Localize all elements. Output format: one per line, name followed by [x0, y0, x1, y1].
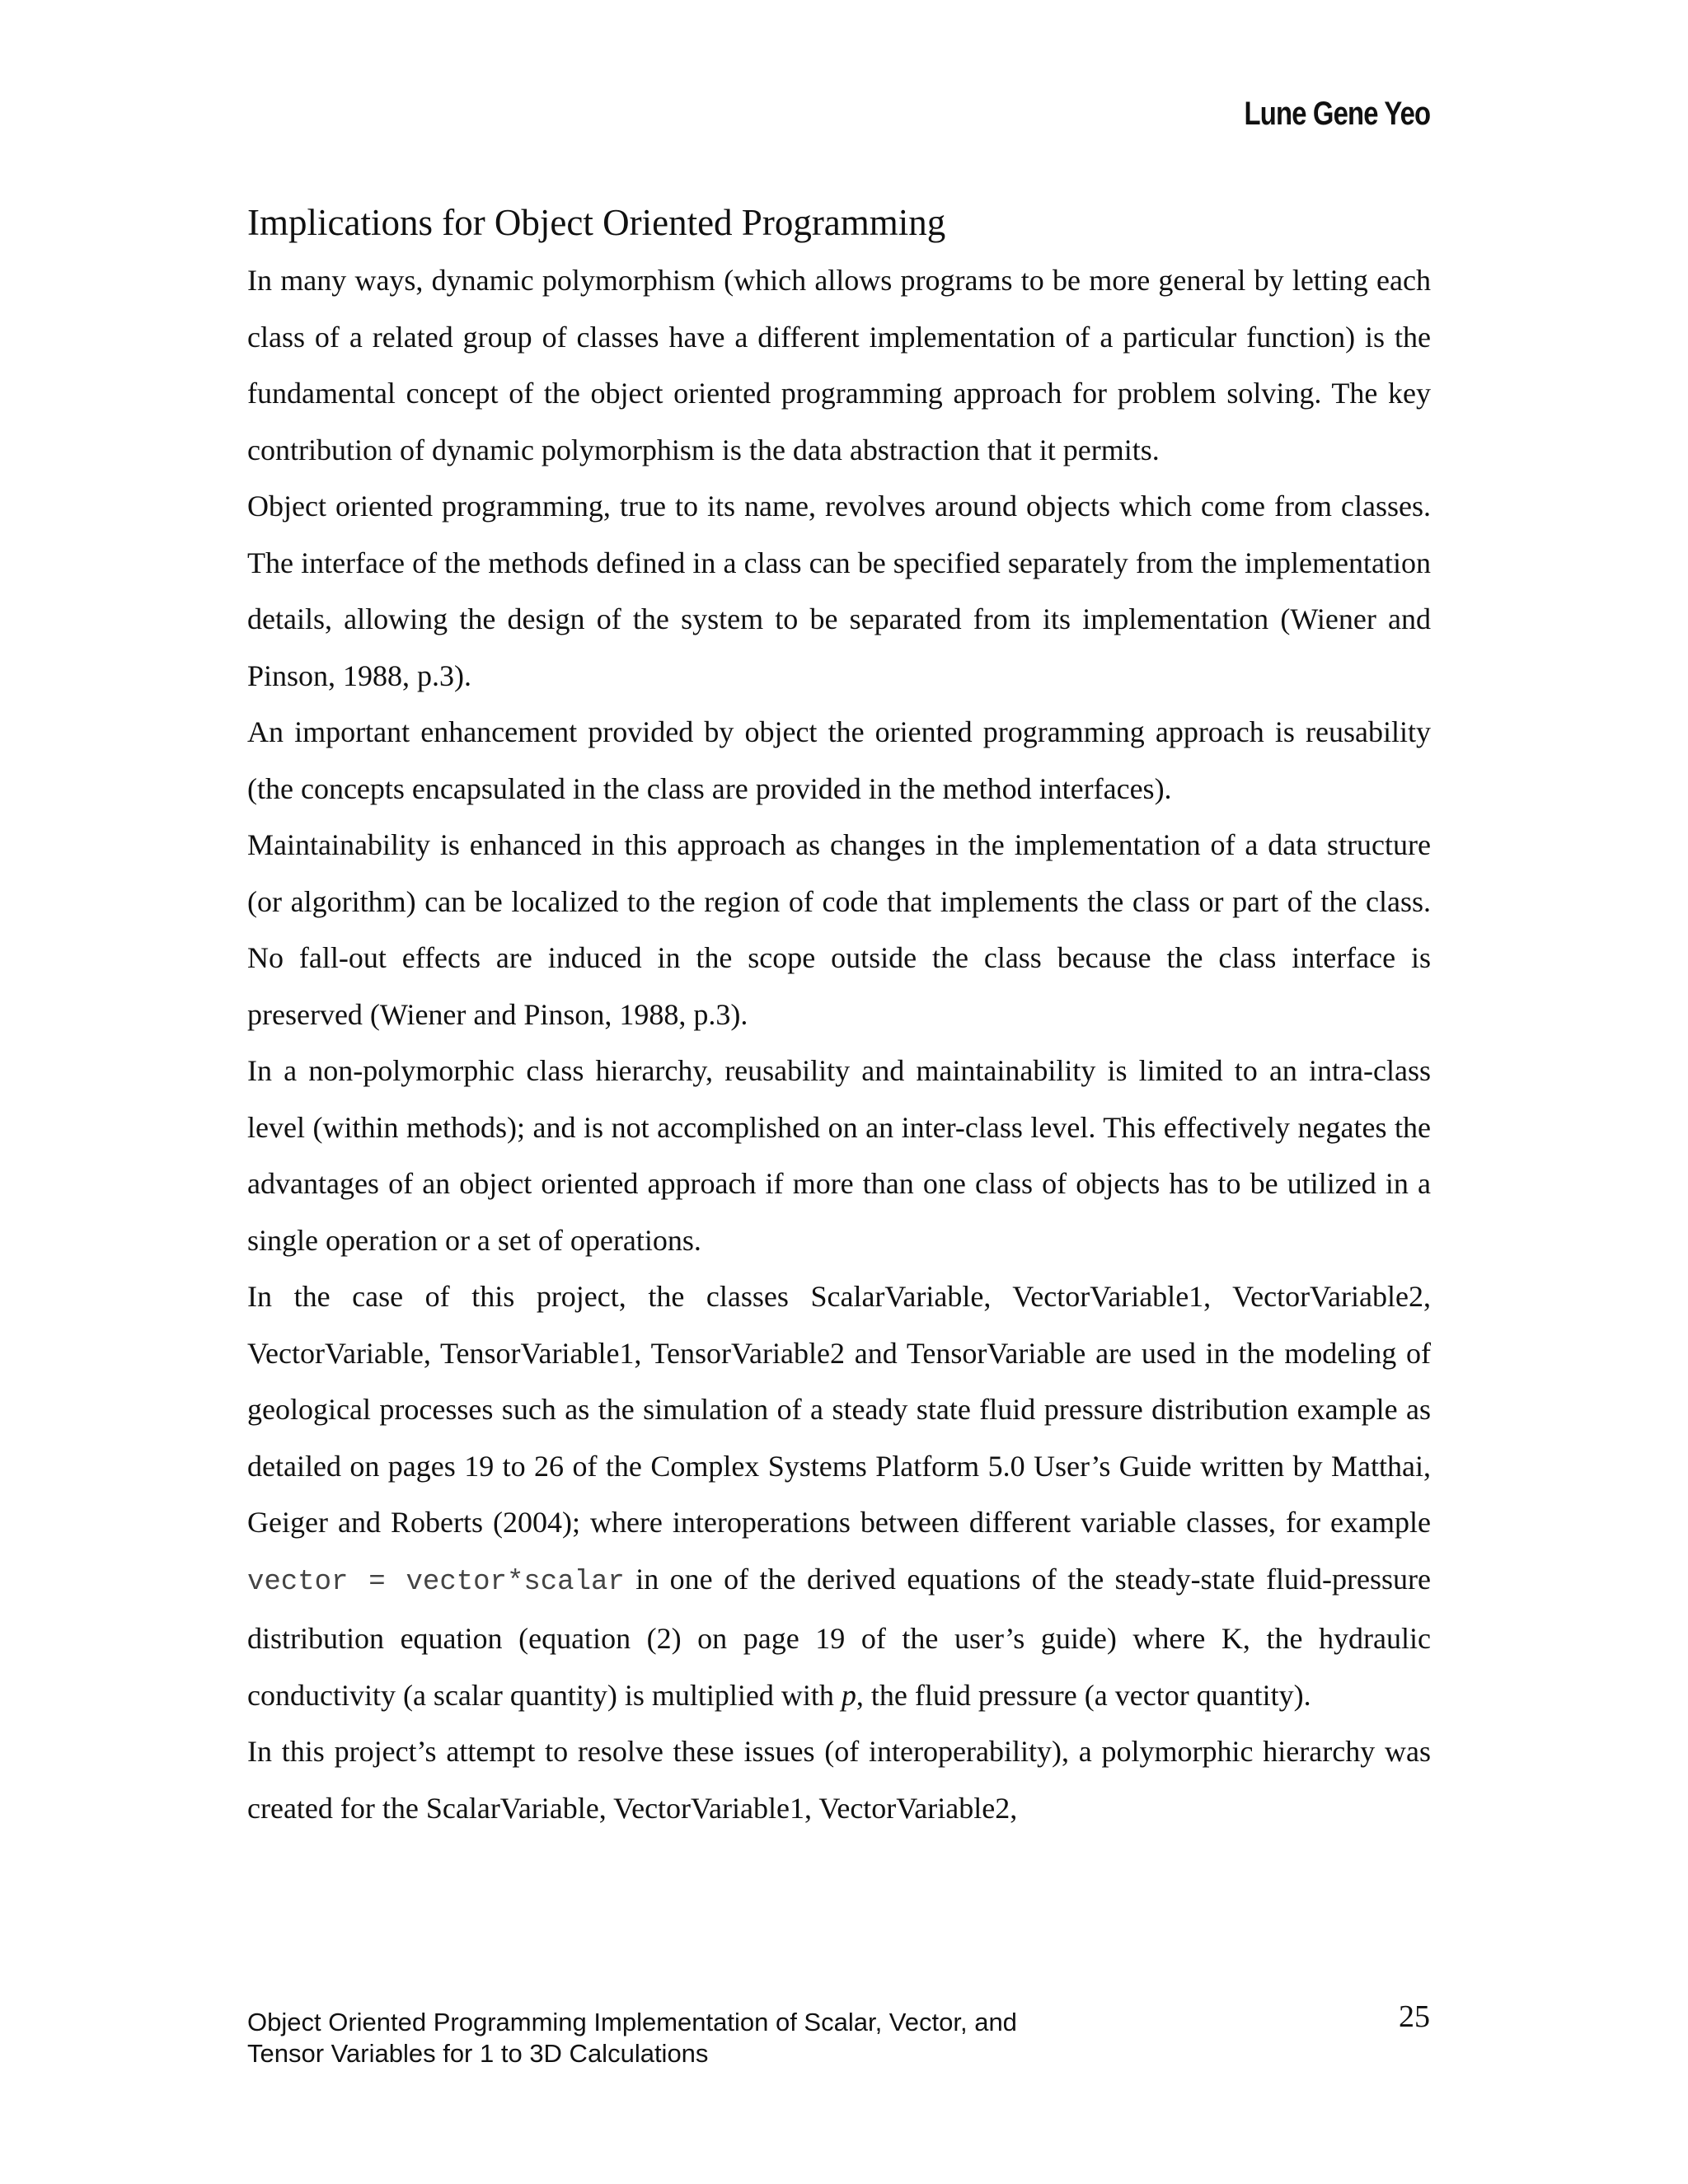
paragraph-6 [247, 1268, 1431, 1723]
pressure-variable: p [841, 1678, 856, 1712]
paragraph-2: Object oriented programming, true to its name, revolves around objects which come from classes. The interface of the methods defined in a class can be specified separately from the implementation details, allowing the design of the system to be separated from its implementation (Wiener and Pinson, 1988, p.3). [247, 490, 1431, 692]
paragraph-6-text-b: in one of the derived equations of the steady-state fluid-pressure distribution equation (equation (2) on page 19 of the user’s guide) where K, the hydraulic conductivity (a scalar quantity) is multiplied with [247, 1562, 1431, 1712]
footer-document-title [247, 2007, 1154, 2069]
paragraph-7: In this project’s attempt to resolve these issues (of interoperability), a polymorphic hierarchy was created for the ScalarVariable, VectorVariable1, VectorVariable2, [247, 1735, 1431, 1825]
page-number: 25 [1399, 1999, 1430, 2034]
paragraph-3: An important enhancement provided by object the oriented programming approach is reusability (the concepts encapsulated in the class are provided in the method interfaces). [247, 715, 1431, 805]
section-title: Implications for Object Oriented Programming [247, 202, 946, 243]
paragraph-1: In many ways, dynamic polymorphism (which allows programs to be more general by letting each class of a related group of classes have a different implementation of a particular function) is the fundamental concept of the object oriented programming approach for problem solving. The key contribution of dynamic polymorphism is the data abstraction that it permits. [247, 264, 1431, 466]
author-name: Lune Gene Yeo [1244, 96, 1430, 132]
paragraph-6-text-a: In the case of this project, the classes ScalarVariable, VectorVariable1, VectorVariable2, VectorVariable, TensorVariable1, TensorVariable2 and TensorVariable are used in the modeling of geological processes such as the simulation of a steady state fluid pressure distribution example as detailed on pages 19 to 26 of the Complex Systems Platform 5.0 User’s Guide written by Matthai, Geiger and Roberts (2004); where interoperations between different variable classes, for example [247, 1280, 1431, 1539]
code-snippet: vector = vector*scalar [247, 1566, 625, 1598]
paragraph-4: Maintainability is enhanced in this approach as changes in the implementation of a data structure (or algorithm) can be localized to the region of code that implements the class or part of the class. No fall-out effects are induced in the scope outside the class because the class interface is preserved (Wiener and Pinson, 1988, p.3). [247, 828, 1431, 1031]
page-body [247, 193, 1431, 1836]
footer-title-line-2: Tensor Variables for 1 to 3D Calculations [247, 2039, 709, 2068]
paragraph-6-text-c: , the fluid pressure (a vector quantity). [856, 1678, 1311, 1712]
paragraph-5: In a non-polymorphic class hierarchy, reusability and maintainability is limited to an intra-class level (within methods); and is not accomplished on an inter-class level. This effectively negates the advantages of an object oriented approach if more than one class of objects has to be utilized in a single operation or a set of operations. [247, 1054, 1431, 1257]
footer-title-line-1: Object Oriented Programming Implementation of Scalar, Vector, and [247, 2008, 1017, 2036]
